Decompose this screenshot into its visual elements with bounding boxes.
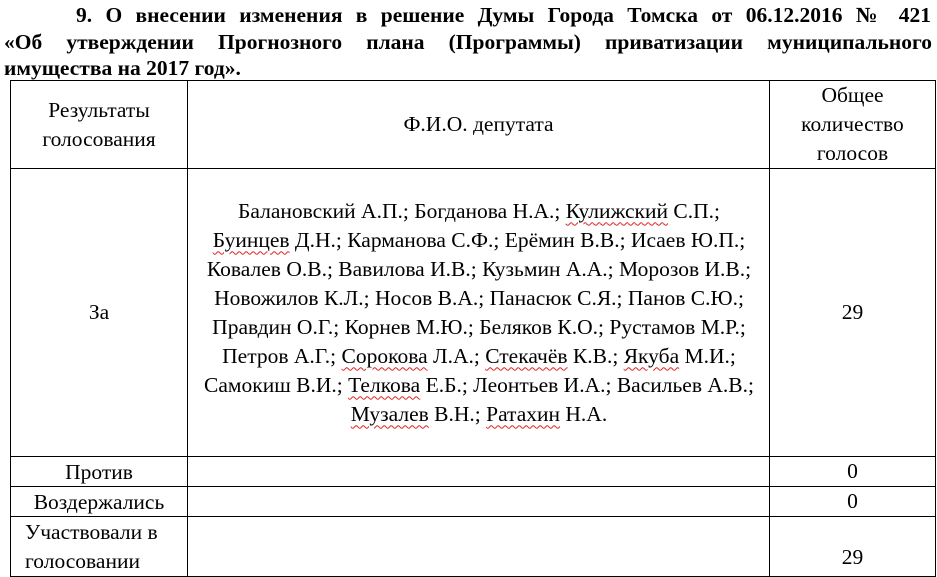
- deputies-names-protiv: [188, 457, 770, 487]
- deputy-name: С.П.;: [673, 198, 720, 223]
- deputy-name: Рустамов М.Р.;: [609, 314, 746, 339]
- voting-results-table: [10, 80, 936, 577]
- table-row: [11, 457, 936, 487]
- table-row: [11, 487, 936, 517]
- deputy-name: Карманова С.Ф.;: [347, 227, 500, 252]
- deputy-name: Беляков К.О.;: [479, 314, 604, 339]
- deputy-name: Стекачёв: [485, 343, 568, 368]
- heading-line-3: имущества на 2017 год».: [4, 56, 241, 80]
- deputy-name: Е.Б.;: [425, 372, 468, 397]
- deputy-name: Самокиш В.И.;: [204, 372, 343, 397]
- deputy-name: Н.А.: [565, 401, 608, 426]
- deputy-name: Правдин О.Г.;: [212, 314, 340, 339]
- row-label-uchastvovali: Участвовали в голосовании: [11, 517, 188, 577]
- heading-line-2: «Об утверждении Прогнозного плана (Программы) приватизации муниципального: [4, 30, 932, 54]
- deputy-name: Петров А.Г.;: [222, 343, 337, 368]
- table-row: [11, 517, 936, 577]
- deputy-name: Богданова Н.А.;: [414, 198, 561, 223]
- total-za: 29: [770, 169, 936, 457]
- deputy-name: Новожилов К.Л.;: [214, 285, 370, 310]
- deputy-name: Музалев: [350, 401, 429, 426]
- deputy-name: Корнев М.Ю.;: [344, 314, 474, 339]
- deputy-name: Морозов И.В.;: [619, 256, 752, 281]
- header-total: Общее количество голосов: [770, 81, 936, 169]
- table-header-row: [11, 81, 936, 169]
- deputy-name: Вавилова И.В.;: [338, 256, 477, 281]
- table-row: [11, 169, 936, 457]
- deputies-names-vozderzhalis: [188, 487, 770, 517]
- deputy-name: Кузьмин А.А.;: [482, 256, 614, 281]
- row-label-za: За: [11, 169, 188, 457]
- deputy-name: Д.Н.;: [294, 227, 342, 252]
- deputy-name: М.И.;: [684, 343, 736, 368]
- total-protiv: 0: [770, 457, 936, 487]
- deputy-name: Буинцев: [212, 227, 290, 252]
- deputy-name: Якуба: [623, 343, 680, 368]
- deputies-names-za: [188, 169, 770, 457]
- deputy-name: К.В.;: [572, 343, 619, 368]
- header-results: Результаты голосования: [11, 81, 188, 169]
- deputy-name: Панасюк С.Я.;: [489, 285, 623, 310]
- total-uchastvovali: 29: [770, 517, 936, 577]
- total-vozderzhalis: 0: [770, 487, 936, 517]
- deputy-name: В.Н.;: [434, 401, 481, 426]
- deputy-name: Телкова: [348, 372, 421, 397]
- deputy-name: Ковалев О.В.;: [206, 256, 333, 281]
- deputies-names-uchastvovali: [188, 517, 770, 577]
- deputy-name: Носов В.А.;: [374, 285, 485, 310]
- deputy-name: Ратахин: [486, 401, 561, 426]
- heading-line-1: 9. О внесении изменения в решение Думы Города Томска от 06.12.2016 № 421: [76, 3, 931, 27]
- deputy-name: Леонтьев И.А.;: [473, 372, 612, 397]
- header-deputies: Ф.И.О. депутата: [188, 81, 770, 169]
- deputy-name: Кулижский: [565, 198, 668, 223]
- deputy-name: Л.А.;: [433, 343, 480, 368]
- row-label-protiv: Против: [11, 457, 188, 487]
- row-label-vozderzhalis: Воздержались: [11, 487, 188, 517]
- deputy-name: Сорокова: [341, 343, 428, 368]
- deputy-name: Исаев Ю.П.;: [630, 227, 746, 252]
- deputy-name: Панов С.Ю.;: [627, 285, 744, 310]
- deputy-name: Ерёмин В.В.;: [504, 227, 626, 252]
- deputy-name: Балановский А.П.;: [238, 198, 409, 223]
- deputy-name: Васильев А.В.;: [616, 372, 754, 397]
